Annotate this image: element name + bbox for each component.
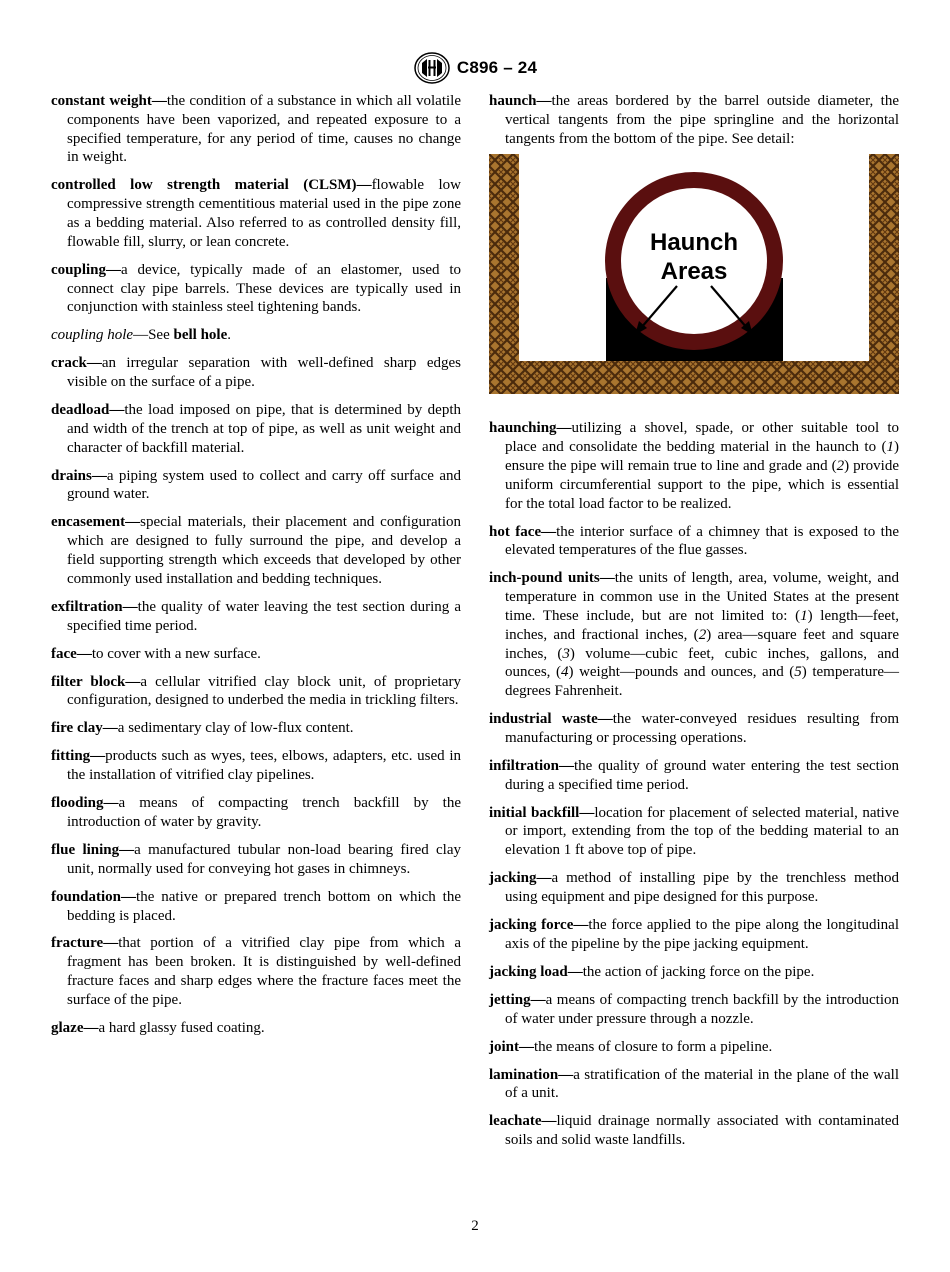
term: haunching	[489, 420, 557, 437]
definition-entry: foundation—the native or prepared trench bottom on which the bedding is placed.	[51, 888, 461, 924]
term: joint	[489, 1038, 519, 1055]
page-number: 2	[471, 1218, 479, 1234]
definition-entry: haunch—the areas bordered by the barrel outside diameter, the vertical tangents from the pipe springline and the horizontal tangents from the bottom of the pipe. See detail:	[489, 93, 899, 147]
definition: location for placement of selected material, native or import, extending from the top of the bedding material to an elevation 1 ft above top of pipe.	[505, 804, 899, 859]
term: coupling	[51, 261, 107, 278]
definition: a piping system used to collect and carry off surface and ground water.	[67, 467, 461, 503]
term: fire clay	[51, 720, 103, 737]
definition-entry: filter block—a cellular vitrified clay block unit, of proprietary configuration, designed to underbed the media in trickling filters.	[51, 673, 461, 709]
definition: that portion of a vitrified clay pipe from which a fragment has been broken. It is distinguished by well-defined fracture faces and sharp edges where the fracture faces meet the surface of the pipe.	[67, 935, 461, 1008]
term: crack	[51, 355, 87, 372]
term: constant weight	[51, 93, 152, 109]
term: glaze	[51, 1019, 84, 1036]
term: coupling hole	[51, 327, 134, 344]
left-column	[51, 92, 461, 1047]
term: flue lining	[51, 841, 120, 858]
definition: products such as wyes, tees, elbows, adapters, etc. used in the installation of vitrified clay pipelines.	[67, 748, 461, 784]
definition-entry: joint—the means of closure to form a pipeline.	[489, 1038, 773, 1055]
right-column	[489, 92, 899, 1159]
definition-entry: industrial waste—the water-conveyed residues resulting from manufacturing or processing operations.	[489, 711, 900, 746]
figure-label-line1: Haunch	[649, 229, 739, 257]
definition-entry: fracture—that portion of a vitrified clay pipe from which a fragment has been broken. It is distinguished by well-defined fracture faces and sharp edges where the fracture faces meet the surface of the pipe.	[51, 935, 461, 1008]
term: leachate	[489, 1113, 542, 1130]
term: drains	[51, 467, 92, 484]
definition-entry: drains—a piping system used to collect and carry off surface and ground water.	[51, 467, 461, 503]
definition: the quality of ground water entering the test section during a specified time period.	[505, 757, 899, 793]
definition: a manufactured tubular non-load bearing fired clay unit, normally used for conveying hot gases in chimneys.	[67, 841, 461, 877]
term: controlled low strength material (CLSM)	[51, 177, 357, 194]
definition: a method of installing pipe by the trenchless method using equipment and pipe designed for this purpose.	[505, 870, 899, 906]
see-term: bell hole	[173, 327, 228, 344]
definition-entry: deadload—the load imposed on pipe, that is determined by depth and width of the trench at top of pipe, as well as unit weight and character of backfill material.	[51, 402, 461, 456]
definition: a cellular vitrified clay block unit, of proprietary configuration, designed to underbed the media in trickling filters.	[67, 673, 461, 709]
definition-entry: hot face—the interior surface of a chimney that is exposed to the elevated temperatures of the flue gasses.	[489, 523, 899, 559]
definition-entry: jacking load—the action of jacking force on the pipe.	[489, 963, 815, 980]
definition: the means of closure to form a pipeline.	[534, 1038, 773, 1055]
term: hot face	[489, 523, 542, 540]
definition: the native or prepared trench bottom on which the bedding is placed.	[67, 888, 461, 924]
term: initial backfill	[489, 804, 580, 821]
term: lamination	[489, 1066, 559, 1083]
definition: the load imposed on pipe, that is determined by depth and width of the trench at top of pipe, as well as unit weight and character of backfill material.	[67, 402, 461, 456]
term: haunch	[489, 93, 537, 109]
definition: a means of compacting trench backfill by the introduction of water by gravity.	[67, 795, 461, 830]
definition-entry: coupling—a device, typically made of an elastomer, used to connect clay pipe barrels. These devices are typically used in conjunction with stainless steel tightening bands.	[51, 261, 461, 316]
definition: a stratification of the material in the plane of the wall of a unit.	[505, 1066, 899, 1102]
term: jetting	[489, 991, 531, 1008]
definition-entry: haunching—utilizing a shovel, spade, or other suitable tool to place and consolidate the bedding material in the haunch to (1) ensure the pipe will remain true to line and grade and (2) provide uniform circumferential support to the pipe, which is essential for the total load factor to be realized.	[489, 420, 899, 512]
astm-logo-icon	[413, 52, 451, 84]
definition-entry: exfiltration—the quality of water leaving the test section during a specified time period.	[51, 598, 461, 634]
definition-entry: flue lining—a manufactured tubular non-load bearing fired clay unit, normally used for conveying hot gases in chimneys.	[51, 841, 461, 877]
term: fitting	[51, 748, 91, 765]
definition-entry: face—to cover with a new surface.	[51, 645, 261, 662]
term: jacking load	[489, 963, 568, 980]
definition: the water-conveyed residues resulting from manufacturing or processing operations.	[505, 711, 900, 746]
definition-entry: infiltration—the quality of ground water entering the test section during a specified time period.	[489, 757, 899, 793]
term: foundation	[51, 888, 122, 905]
definition: a device, typically made of an elastomer, used to connect clay pipe barrels. These devices are typically used in conjunction with stainless steel tightening bands.	[67, 261, 461, 316]
term: flooding	[51, 795, 104, 812]
term: filter block	[51, 673, 126, 690]
definition: the interior surface of a chimney that is exposed to the elevated temperatures of the flue gasses.	[505, 523, 899, 559]
definition-entry: jacking force—the force applied to the pipe along the longitudinal axis of the pipeline by the pipe jacking equipment.	[489, 917, 899, 952]
definition: the quality of water leaving the test section during a specified time period.	[67, 598, 461, 634]
definition-entry: lamination—a stratification of the material in the plane of the wall of a unit.	[489, 1066, 899, 1102]
definition: an irregular separation with well-defined sharp edges visible on the surface of a pipe.	[67, 355, 461, 391]
term: encasement	[51, 514, 126, 531]
term: face	[51, 645, 77, 662]
definition-entry: leachate—liquid drainage normally associated with contaminated soils and solid waste landfills.	[489, 1113, 899, 1149]
definition: to cover with a new surface.	[91, 645, 261, 662]
definition-entry: fire clay—a sedimentary clay of low-flux content.	[51, 720, 354, 737]
term: fracture	[51, 935, 104, 952]
definition-entry: crack—an irregular separation with well-defined sharp edges visible on the surface of a pipe.	[51, 355, 461, 391]
term: infiltration	[489, 757, 559, 774]
definition-entry: jetting—a means of compacting trench backfill by the introduction of water under pressure through a nozzle.	[489, 991, 899, 1027]
figure-label-line2: Areas	[660, 258, 728, 286]
definition-entry: inch-pound units—the units of length, area, volume, weight, and temperature in common use in the United States at the present time. These include, but are not limited to: (1) length—feet, inches, and fractional inches, (2) area—square feet and square inches, (3) volume—cubic feet, cubic inches, gallons, and ounces, (4) weight—pounds and ounces, and (5) temperature—degrees Fahrenheit.	[489, 570, 900, 700]
definition-entry: flooding—a means of compacting trench backfill by the introduction of water by gravity.	[51, 795, 461, 830]
definition-entry: controlled low strength material (CLSM)—flowable low compressive strength cementitious material used in the pipe zone as a bedding material. Also referred to as controlled density fill, flowable fill, slurry, or lean concrete.	[51, 177, 461, 250]
page-header	[0, 52, 950, 84]
definition-entry: constant weight—the condition of a substance in which all volatile components have been vaporized, and repeated exposure to a specified temperature, for any period of time, causes no change in weight.	[51, 93, 461, 166]
definition: a hard glassy fused coating.	[98, 1019, 265, 1036]
term: inch-pound units	[489, 570, 600, 587]
definition: the areas bordered by the barrel outside diameter, the vertical tangents from the pipe springline and the horizontal tangents from the bottom of the pipe. See detail:	[505, 93, 899, 147]
definition: a sedimentary clay of low-flux content.	[117, 720, 354, 737]
definition: special materials, their placement and configuration which are designed to fully surround the pipe, and develop a field supporting strength which exceeds that developed by other commonly used installation and bedding techniques.	[67, 514, 461, 587]
term: jacking	[489, 870, 537, 887]
definition: the force applied to the pipe along the longitudinal axis of the pipeline by the pipe jacking equipment.	[505, 917, 899, 952]
term: industrial waste	[489, 711, 598, 728]
definition: the condition of a substance in which all volatile components have been vaporized, and repeated exposure to a specified temperature, for any period of time, causes no change in weight.	[67, 93, 461, 166]
definition: a means of compacting trench backfill by the introduction of water under pressure through a nozzle.	[505, 991, 899, 1027]
definition-entry: initial backfill—location for placement of selected material, native or import, extending from the top of the bedding material to an elevation 1 ft above top of pipe.	[489, 804, 899, 859]
definition-entry: jacking—a method of installing pipe by the trenchless method using equipment and pipe designed for this purpose.	[489, 870, 899, 906]
definition: the action of jacking force on the pipe.	[582, 963, 815, 980]
definition-entry: encasement—special materials, their placement and configuration which are designed to fully surround the pipe, and develop a field supporting strength which exceeds that developed by other commonly used installation and bedding techniques.	[51, 514, 461, 587]
cross-reference-entry: coupling hole—See bell hole.	[51, 327, 232, 344]
term: exfiltration	[51, 598, 123, 615]
term: deadload	[51, 402, 110, 419]
haunch-areas-figure	[489, 154, 899, 394]
definition-entry: glaze—a hard glassy fused coating.	[51, 1019, 265, 1036]
definition: liquid drainage normally associated with contaminated soils and solid waste landfills.	[505, 1113, 899, 1149]
term: jacking force	[489, 917, 574, 934]
definition-entry: fitting—products such as wyes, tees, elbows, adapters, etc. used in the installation of vitrified clay pipelines.	[51, 748, 461, 784]
document-designation: C896 – 24	[456, 58, 538, 77]
definition: flowable low compressive strength cementitious material used in the pipe zone as a bedding material. Also referred to as controlled density fill, flowable fill, slurry, or lean concrete.	[67, 177, 461, 250]
